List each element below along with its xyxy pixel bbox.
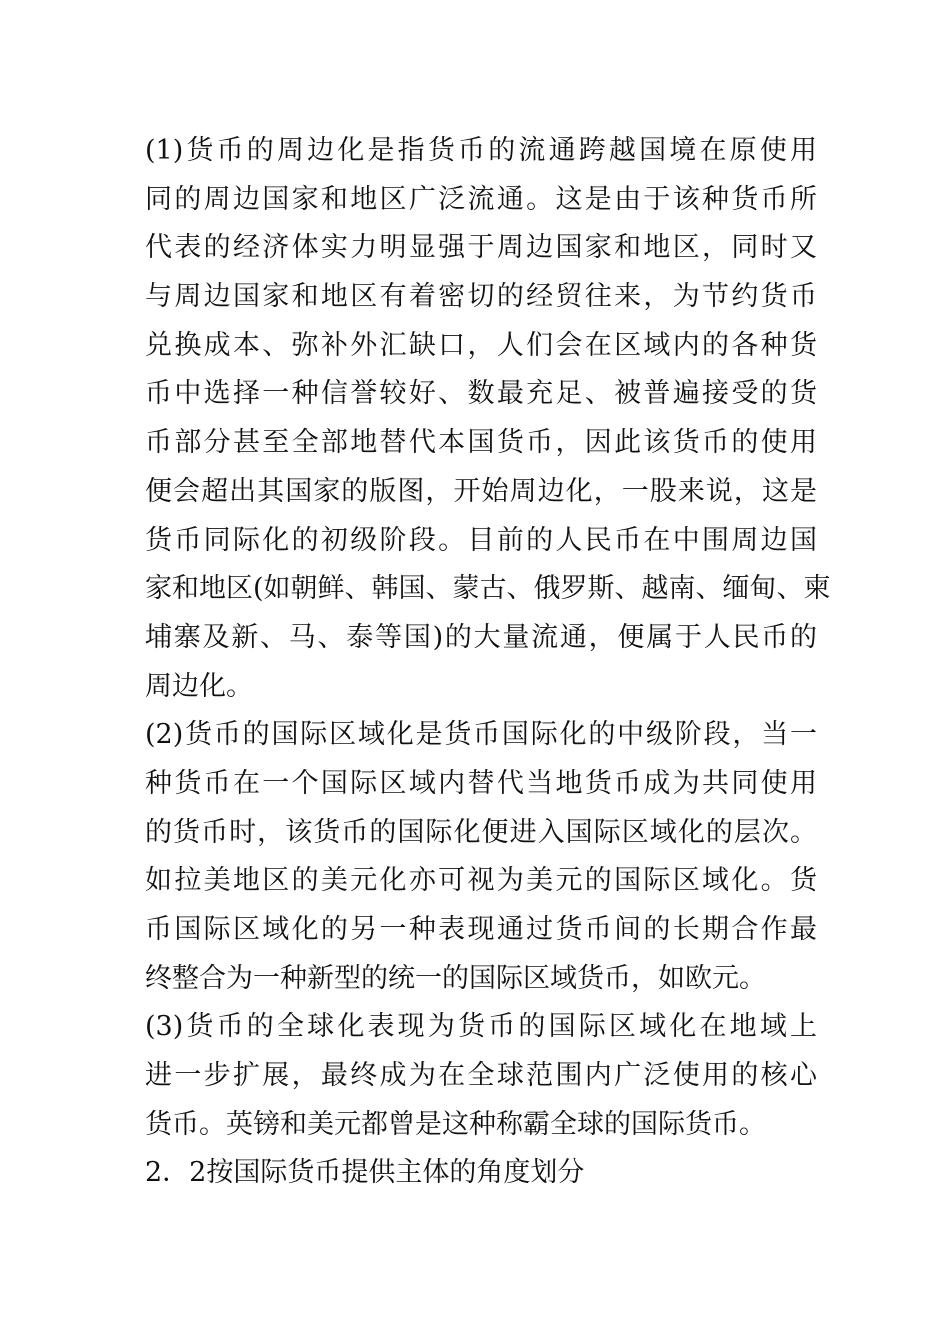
section-heading: 2．2按国际货币提供主体的角度划分 [145,1157,585,1189]
text-line: 币中选择一种信誉较好、数最充足、被普遍接受的货 [145,378,817,410]
text-line: 同的周边国家和地区广泛流通。这是由于该种货币所 [145,183,817,215]
text-line: 与周边国家和地区有着密切的经贸往来，为节约货币 [145,281,817,313]
text-line: 代表的经济体实力明显强于周边国家和地区，同时又 [145,232,817,264]
text-line: 进一步扩展，最终成为在全球范围内广泛使用的核心 [145,1060,817,1092]
text-line: 便会超出其国家的版图，开始周边化，一股来说，这是 [145,475,817,507]
text-line: 货币。英镑和美元都曾是这种称霸全球的国际货币。 [145,1108,766,1140]
text-line: (3)货币的全球化表现为货币的国际区域化在地域上 [145,1011,817,1043]
text-line: (1)货币的周边化是指货币的流通跨越国境在原使用 [145,135,817,166]
text-line: 如拉美地区的美元化亦可视为美元的国际区域化。货 [145,865,817,897]
text-line: 种货币在一个国际区域内替代当地货币成为共同使用 [145,767,817,799]
text-line: 币国际区域化的另一种表现通过货币间的长期合作最 [145,914,817,945]
text-line: 币部分甚至全部地替代本国货币，因此该货币的使用 [145,427,817,459]
text-line: 兑换成本、弥补外汇缺口，人们会在区域内的各种货 [145,329,817,361]
text-line: 终整合为一种新型的统一的国际区域货币，如欧元。 [145,962,766,994]
text-line: (2)货币的国际区域化是货币国际化的中级阶段，当一 [145,719,817,751]
text-line: 埔寨及新、马、泰等国)的大量流通，便属于人民币的 [145,621,817,653]
text-line: 家和地区(如朝鲜、韩国、蒙古、俄罗斯、越南、缅甸、柬 [145,573,831,605]
text-line: 的货币时，该货币的国际化便进入国际区域化的层次。 [145,816,817,848]
text-line: 货币同际化的初级阶段。目前的人民币在中围周边国 [145,524,817,556]
text-line: 周边化。 [145,670,253,702]
document-body [145,127,831,1198]
